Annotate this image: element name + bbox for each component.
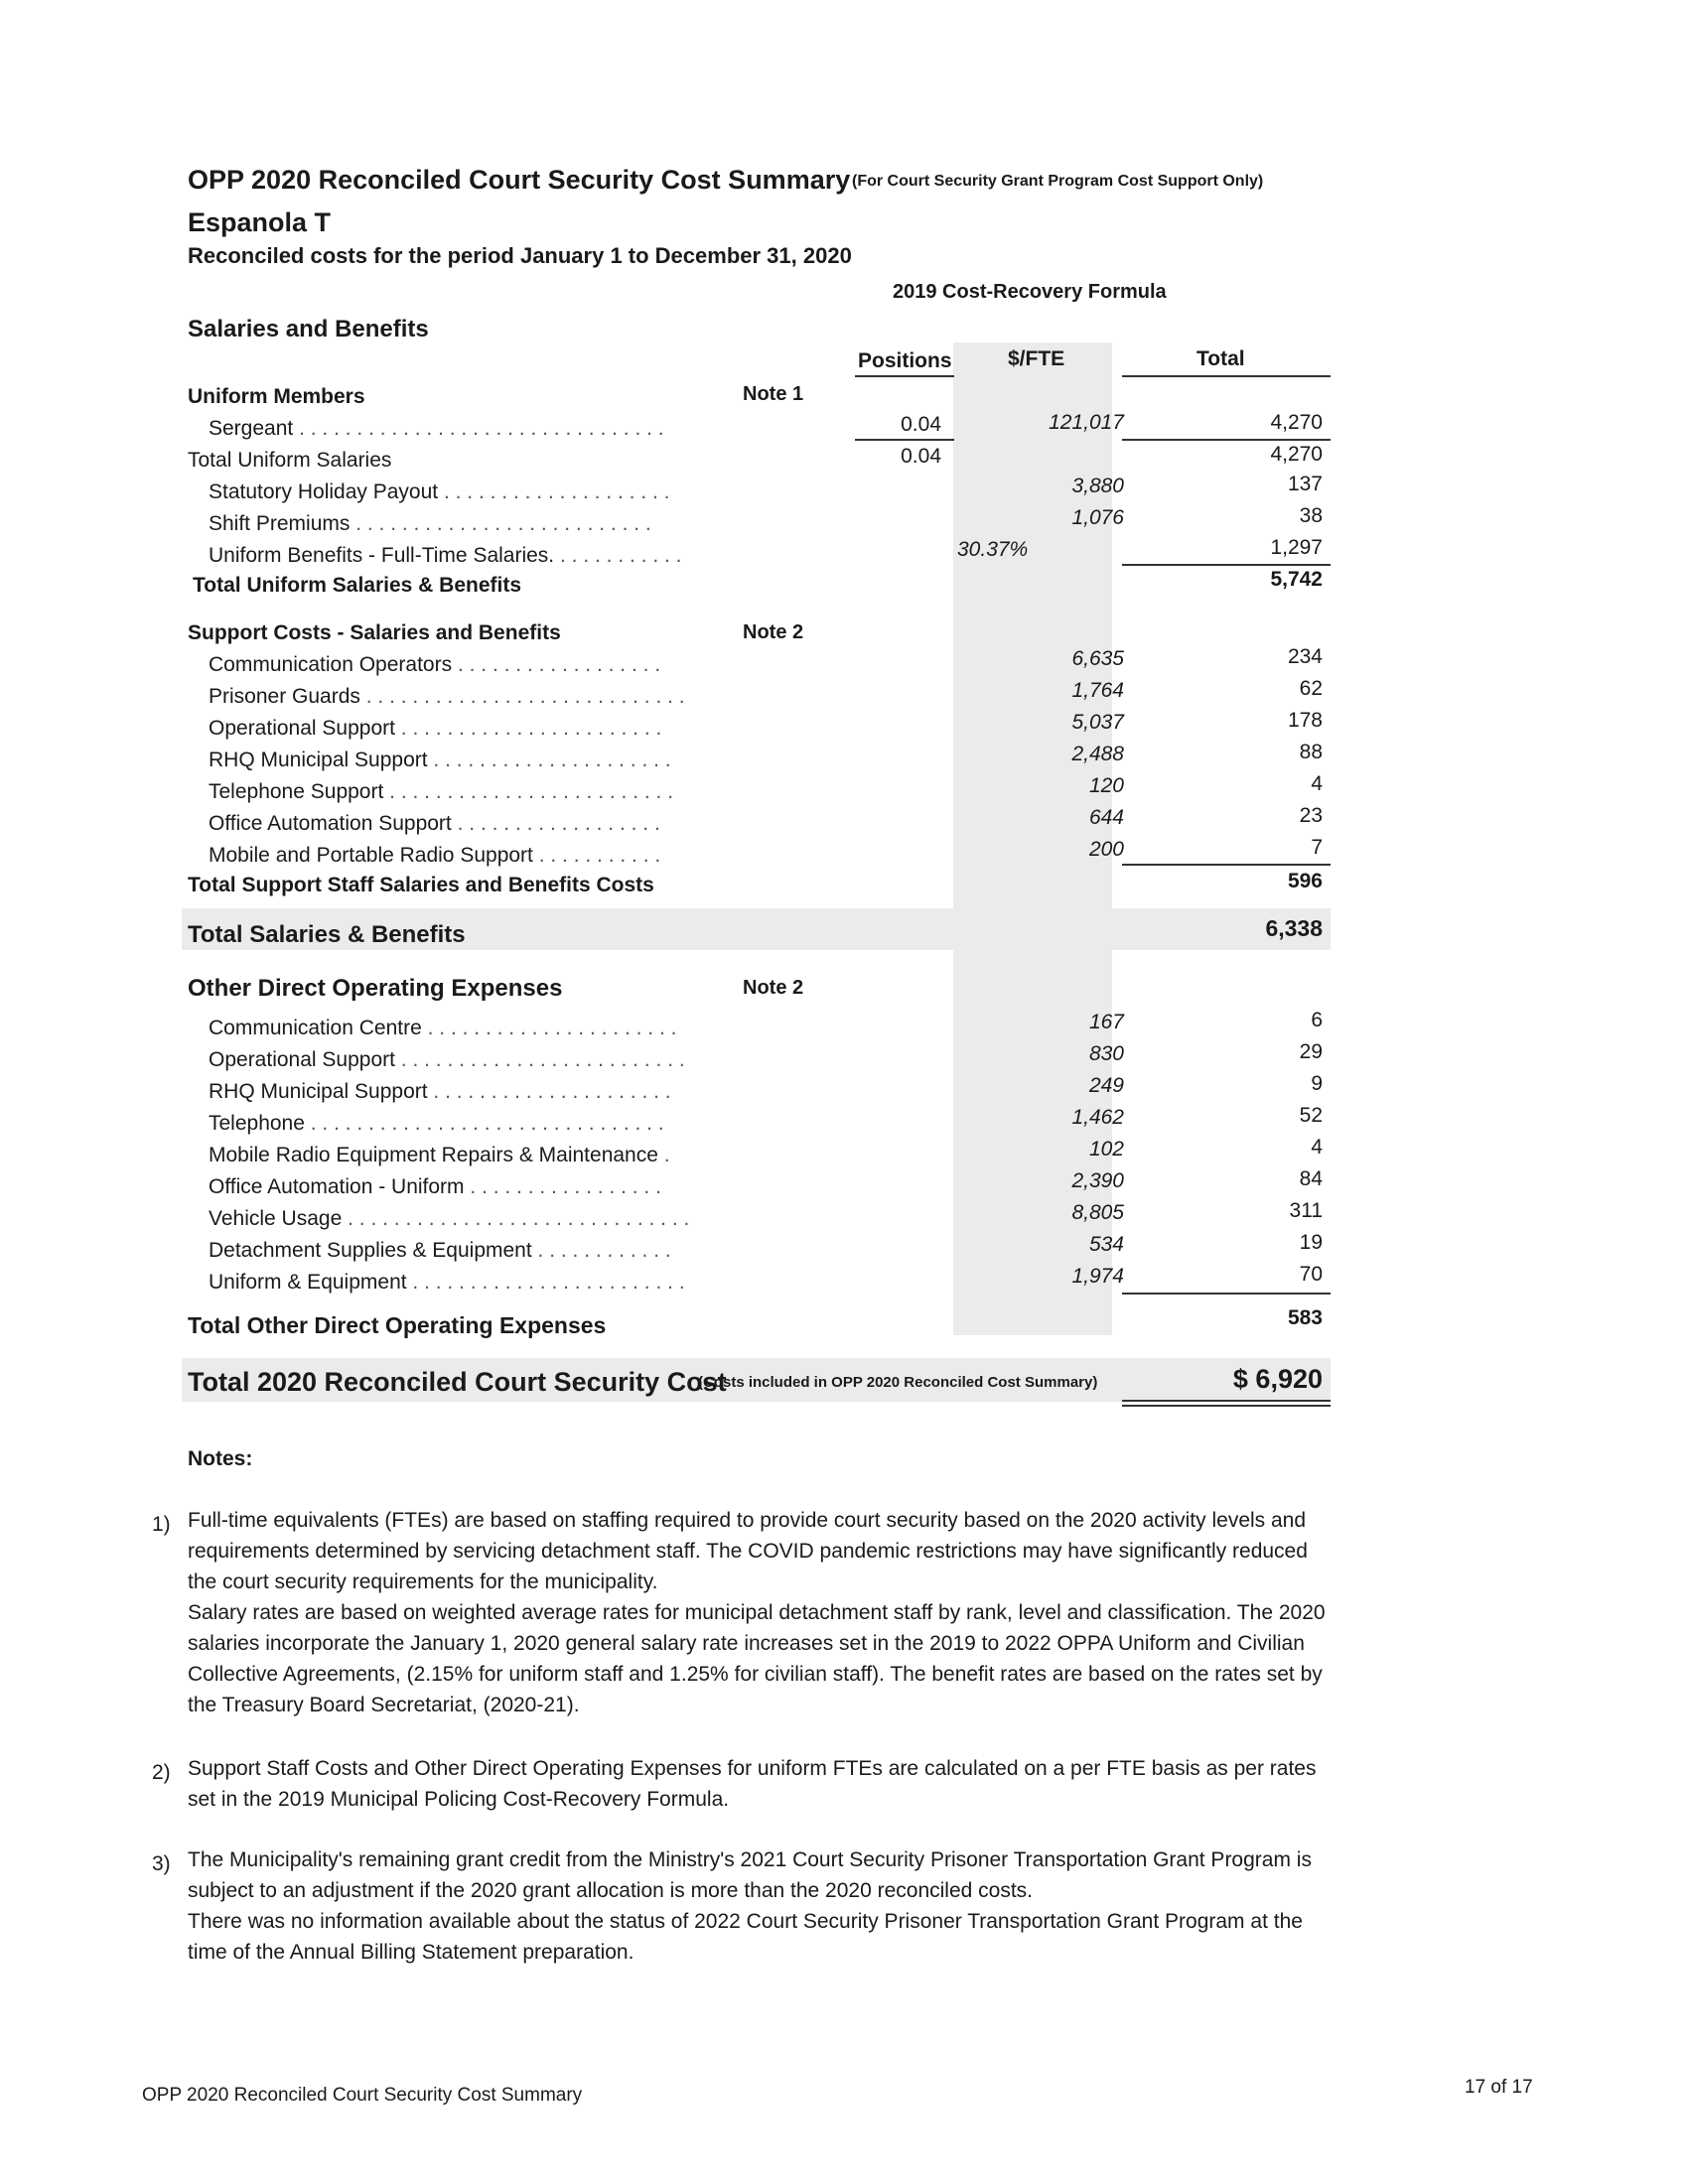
total-value: 4 <box>1311 1136 1323 1159</box>
row-label: RHQ Municipal Support . . . . . . . . . . . . . . . . . . . . . <box>209 749 671 771</box>
total-value: 52 <box>1299 1104 1323 1127</box>
total-value: 6 <box>1311 1009 1323 1031</box>
note-paragraph: Salary rates are based on weighted average rates for municipal detachment staff by rank, level and classification. The 2020 salaries incorporate the January 1, 2020 general salary rate increases set in the 2019 to 2022 OPPA Uniform and Civilian Collective Agreements, (2.15% for uniform staff and 1.25% for civilian staff). The benefit rates are based on the rates set by the Treasury Board Secretariat, (2020-21). <box>188 1601 1326 1716</box>
row-label: Mobile Radio Equipment Repairs & Maintenance . <box>209 1144 670 1166</box>
fte-value: 200 <box>1088 838 1124 861</box>
total-value: 583 <box>1287 1306 1323 1329</box>
fte-value: 1,974 <box>1071 1265 1124 1288</box>
total-salaries-benefits-label: Total Salaries & Benefits <box>188 921 466 948</box>
row-label: Sergeant . . . . . . . . . . . . . . . . . . . . . . . . . . . . . . . . <box>209 417 664 440</box>
row-label: Detachment Supplies & Equipment . . . . . . . . . . . . <box>209 1239 671 1262</box>
row-label: Communication Centre . . . . . . . . . . . . . . . . . . . . . . <box>209 1017 677 1039</box>
formula-label: 2019 Cost-Recovery Formula <box>893 281 1167 303</box>
note-number: 1) <box>152 1513 171 1536</box>
row-label: Communication Operators . . . . . . . . . . . . . . . . . . <box>209 653 661 676</box>
fte-value: 2,488 <box>1071 743 1124 765</box>
total-value: 137 <box>1287 473 1323 495</box>
grand-total-note: (Costs included in OPP 2020 Reconciled Cost Summary) <box>698 1374 1098 1391</box>
total-value: 4 <box>1311 772 1323 795</box>
notes-heading: Notes: <box>188 1447 253 1470</box>
grand-total-label: Total 2020 Reconciled Court Security Cost <box>188 1367 727 1397</box>
total-value: 178 <box>1287 709 1323 732</box>
note-paragraph: There was no information available about the status of 2022 Court Security Prisoner Transportation Grant Program at the time of the Annual Billing Statement preparation. <box>188 1910 1303 1964</box>
page-number: 17 of 17 <box>1465 2077 1533 2098</box>
total-value: 4,270 <box>1270 411 1323 434</box>
note-paragraph: The Municipality's remaining grant credit from the Ministry's 2021 Court Security Prisoner Transportation Grant Program is subject to an adjustment if the 2020 grant allocation is more than the 2020 reconciled costs. <box>188 1848 1312 1902</box>
total-value: 88 <box>1299 741 1323 763</box>
note-1-ref: Note 1 <box>743 383 804 405</box>
row-label: RHQ Municipal Support . . . . . . . . . . . . . . . . . . . . . <box>209 1080 671 1103</box>
total-value: 38 <box>1299 504 1323 527</box>
row-label: Vehicle Usage . . . . . . . . . . . . . . . . . . . . . . . . . . . . . . <box>209 1207 690 1230</box>
fte-value: 2,390 <box>1071 1169 1124 1192</box>
fte-value: 121,017 <box>1049 411 1124 434</box>
grand-total-value: $ 6,920 <box>1232 1364 1323 1394</box>
row-label: Office Automation Support . . . . . . . . . . . . . . . . . . <box>209 812 660 835</box>
uniform-members-heading: Uniform Members <box>188 385 365 408</box>
reporting-period: Reconciled costs for the period January 1 to December 31, 2020 <box>188 243 852 268</box>
fte-value: 6,635 <box>1071 647 1124 670</box>
row-label: Prisoner Guards . . . . . . . . . . . . . . . . . . . . . . . . . . . . <box>209 685 685 708</box>
row-label: Shift Premiums . . . . . . . . . . . . . . . . . . . . . . . . . . <box>209 512 651 535</box>
note-2-ref: Note 2 <box>743 977 804 999</box>
row-label: Office Automation - Uniform . . . . . . . . . . . . . . . . . <box>209 1175 661 1198</box>
note-number: 3) <box>152 1852 171 1875</box>
total-value: 234 <box>1287 645 1323 668</box>
note-2-ref: Note 2 <box>743 621 804 643</box>
row-label: Telephone . . . . . . . . . . . . . . . . . . . . . . . . . . . . . . . <box>209 1112 664 1135</box>
fte-value: 1,462 <box>1071 1106 1124 1129</box>
row-label: Uniform Benefits - Full-Time Salaries. . . . . . . . . . . . <box>209 544 682 567</box>
row-label: Statutory Holiday Payout . . . . . . . . . . . . . . . . . . . . <box>209 480 670 503</box>
total-operating-label: Total Other Direct Operating Expenses <box>188 1312 607 1338</box>
fte-value: 644 <box>1088 806 1124 829</box>
row-label: Operational Support . . . . . . . . . . . . . . . . . . . . . . . . . <box>209 1048 685 1071</box>
total-value: 19 <box>1299 1231 1323 1254</box>
row-label: Uniform & Equipment . . . . . . . . . . . . . . . . . . . . . . . . <box>209 1271 685 1294</box>
page-title: OPP 2020 Reconciled Court Security Cost Summary <box>188 165 851 195</box>
total-value: 70 <box>1299 1263 1323 1286</box>
total-value: 84 <box>1299 1167 1323 1190</box>
fte-value: 1,076 <box>1071 506 1124 529</box>
salaries-heading: Salaries and Benefits <box>188 316 429 342</box>
fte-value: 120 <box>1088 774 1124 797</box>
col-fte: $/FTE <box>1008 347 1065 370</box>
row-label: Mobile and Portable Radio Support . . . . . . . . . . . <box>209 844 661 867</box>
grant-program-note: (For Court Security Grant Program Cost Support Only) <box>852 173 1264 190</box>
fte-value: 249 <box>1088 1074 1124 1097</box>
total-value: 4,270 <box>1270 443 1323 466</box>
note-number: 2) <box>152 1761 171 1784</box>
municipality-name: Espanola T <box>188 207 332 237</box>
total-support-label: Total Support Staff Salaries and Benefits Costs <box>188 874 654 896</box>
col-positions: Positions <box>858 349 952 372</box>
total-value: 1,297 <box>1270 536 1323 559</box>
note-paragraph: Support Staff Costs and Other Direct Operating Expenses for uniform FTEs are calculated on a per FTE basis as per rates set in the 2019 Municipal Policing Cost-Recovery Formula. <box>188 1757 1317 1811</box>
total-value: 311 <box>1289 1199 1323 1222</box>
note-paragraph: Full-time equivalents (FTEs) are based on staffing required to provide court security based on the 2020 activity levels and requirements determined by servicing detachment staff. The COVID pandemic restrictions may have significantly reduced the court security requirements for the municipality. <box>188 1509 1308 1593</box>
fte-value: 167 <box>1088 1011 1124 1033</box>
positions-value: 0.04 <box>901 413 941 436</box>
total-value: 596 <box>1287 870 1323 892</box>
fte-value: 830 <box>1088 1042 1124 1065</box>
total-uniform-benefits-label: Total Uniform Salaries & Benefits <box>193 574 522 597</box>
row-label: Telephone Support . . . . . . . . . . . . . . . . . . . . . . . . . <box>209 780 674 803</box>
benefit-rate-value: 30.37% <box>957 538 1029 561</box>
support-costs-heading: Support Costs - Salaries and Benefits <box>188 621 561 644</box>
fte-value: 3,880 <box>1071 475 1124 497</box>
fte-value: 8,805 <box>1071 1201 1124 1224</box>
total-value: 7 <box>1311 836 1323 859</box>
positions-value: 0.04 <box>901 445 941 468</box>
fte-value: 5,037 <box>1071 711 1124 734</box>
total-value: 6,338 <box>1265 915 1323 941</box>
total-value: 23 <box>1299 804 1323 827</box>
fte-value: 102 <box>1088 1138 1124 1160</box>
fte-value: 1,764 <box>1071 679 1124 702</box>
total-value: 9 <box>1311 1072 1323 1095</box>
total-value: 29 <box>1299 1040 1323 1063</box>
total-value: 62 <box>1299 677 1323 700</box>
fte-value: 534 <box>1088 1233 1124 1256</box>
operating-expenses-heading: Other Direct Operating Expenses <box>188 975 563 1002</box>
total-value: 5,742 <box>1270 568 1323 591</box>
total-uniform-salaries-label: Total Uniform Salaries <box>188 449 392 472</box>
footer-title: OPP 2020 Reconciled Court Security Cost Summary <box>142 2085 583 2106</box>
col-total: Total <box>1196 347 1245 370</box>
row-label: Operational Support . . . . . . . . . . . . . . . . . . . . . . . <box>209 717 662 740</box>
